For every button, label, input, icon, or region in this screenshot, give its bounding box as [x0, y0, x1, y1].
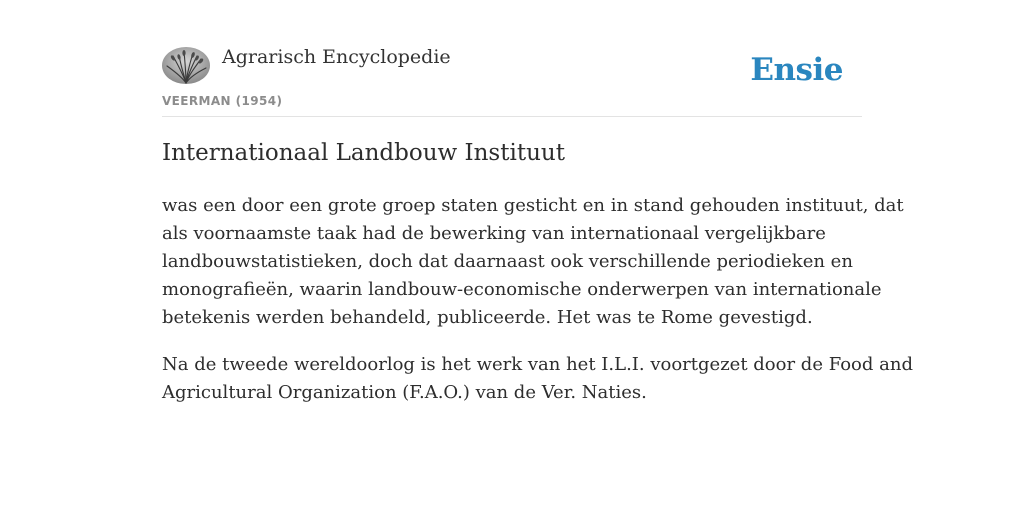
- paragraph-line: als voornaamste taak had de bewerking van internationaal vergelijkbare: [162, 223, 826, 244]
- source-title[interactable]: Agrarisch Encyclopedie: [222, 46, 451, 68]
- brand-logo[interactable]: Ensie: [750, 52, 843, 88]
- paragraph-line: was een door een grote groep staten gesticht en in stand gehouden instituut, dat: [162, 195, 904, 216]
- paragraph-line: monografieën, waarin landbouw-economische onderwerpen van internationale: [162, 279, 882, 300]
- paragraph-line: Na de tweede wereldoorlog is het werk van het I.L.I. voortgezet door de Food and: [162, 354, 913, 375]
- wheat-logo-icon[interactable]: [162, 47, 210, 84]
- source-author-year: VEERMAN (1954): [162, 94, 283, 108]
- paragraph-line: betekenis werden behandeld, publiceerde. Het was te Rome gevestigd.: [162, 307, 813, 328]
- paragraph-line: landbouwstatistieken, doch dat daarnaast ook verschillende periodieken en: [162, 251, 853, 272]
- article-paragraph-2: [162, 351, 913, 407]
- paragraph-line: Agricultural Organization (F.A.O.) van de Ver. Naties.: [162, 382, 647, 403]
- article-paragraph-1: [162, 192, 904, 332]
- article-title: Internationaal Landbouw Instituut: [162, 140, 565, 166]
- source-header: [162, 44, 862, 117]
